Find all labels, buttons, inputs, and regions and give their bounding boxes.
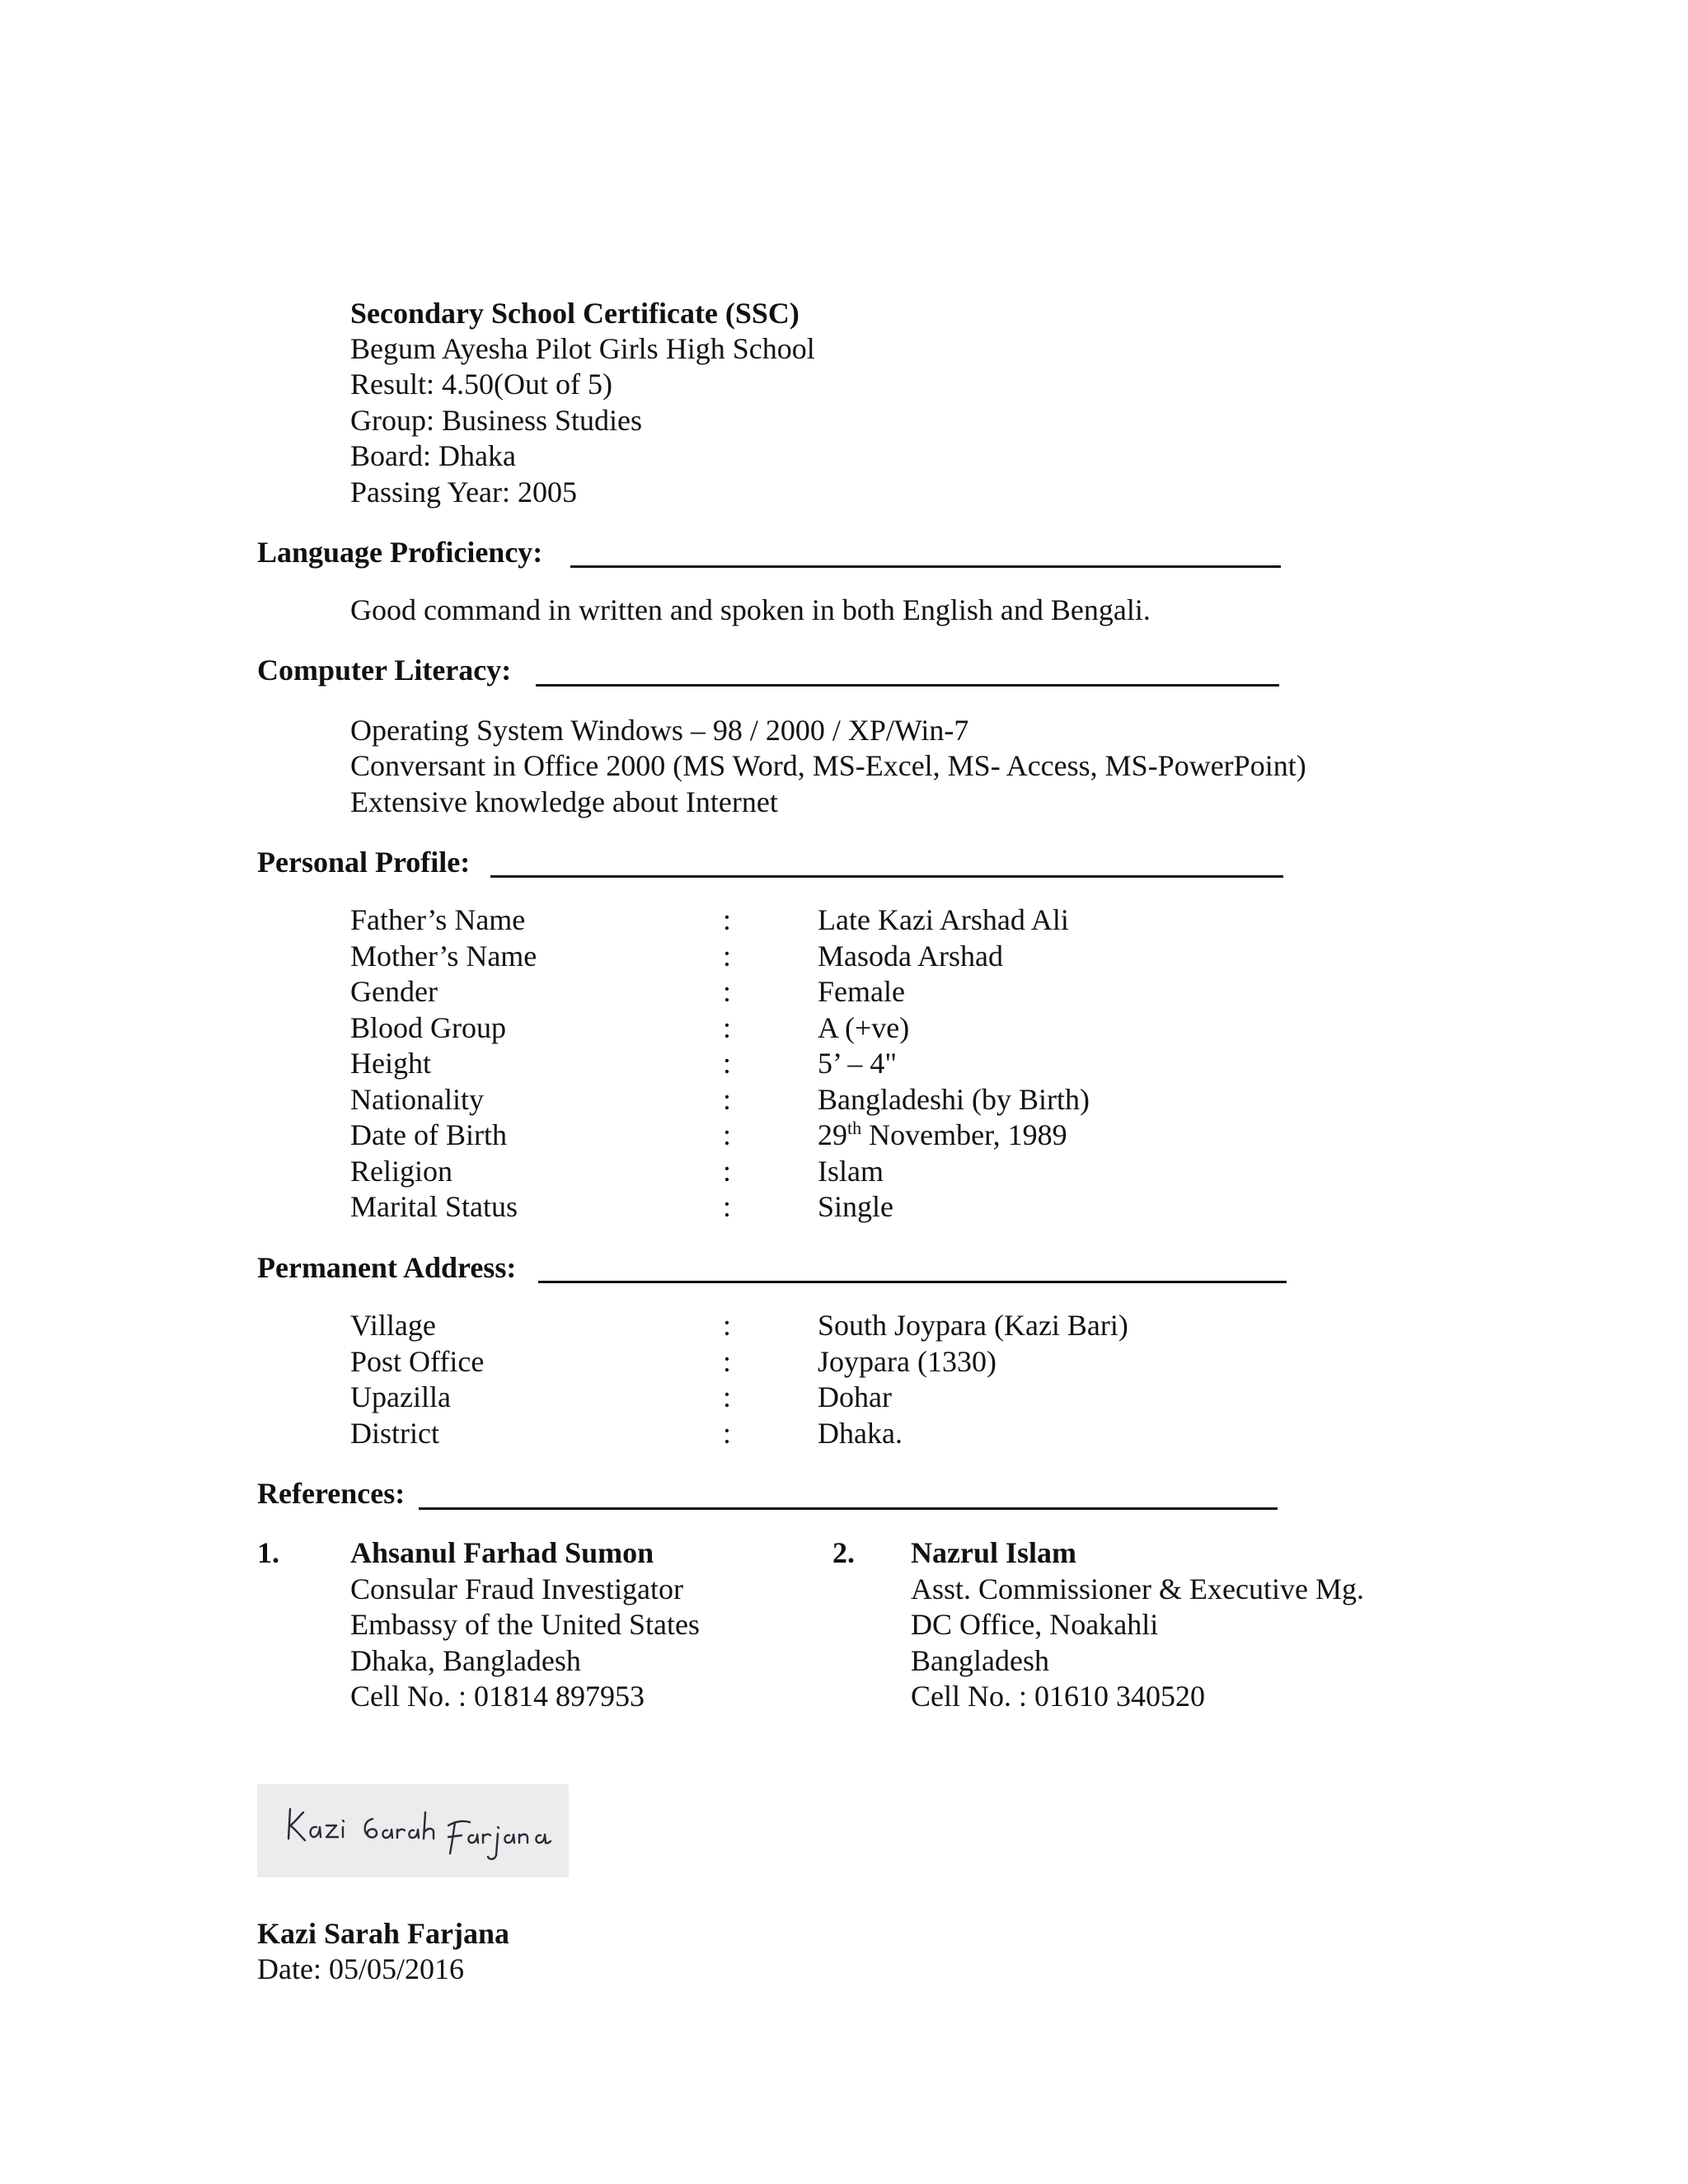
- address-value: Joypara (1330): [818, 1345, 996, 1378]
- ssc-year: Passing Year: 2005: [350, 476, 578, 509]
- profile-label: Father’s Name: [350, 903, 526, 936]
- address-value: South Joypara (Kazi Bari): [818, 1309, 1128, 1342]
- address-label: District: [350, 1417, 439, 1450]
- language-text: Good command in written and spoken in both English and Bengali.: [350, 593, 1151, 626]
- profile-value: Masoda Arshad: [818, 940, 1003, 972]
- computer-line: Operating System Windows – 98 / 2000 / XP/Win-7: [350, 714, 969, 747]
- profile-colon: :: [723, 975, 732, 1008]
- profile-value: Bangladeshi (by Birth): [818, 1083, 1090, 1116]
- address-colon: :: [723, 1417, 732, 1450]
- ssc-result: Result: 4.50(Out of 5): [350, 368, 612, 401]
- profile-label: Nationality: [350, 1083, 484, 1116]
- profile-value: Female: [818, 975, 905, 1008]
- profile-label: Mother’s Name: [350, 940, 537, 972]
- profile-colon: :: [723, 1083, 732, 1116]
- address-colon: :: [723, 1380, 732, 1413]
- reference-line: Asst. Commissioner & Executive Mg.: [911, 1572, 1364, 1605]
- profile-label: Marital Status: [350, 1190, 518, 1223]
- profile-colon: :: [723, 1118, 732, 1151]
- profile-rule: [490, 875, 1283, 878]
- reference-line: Consular Fraud Investigator: [350, 1572, 683, 1605]
- signature-date: Date: 05/05/2016: [257, 1952, 464, 1985]
- ssc-board: Board: Dhaka: [350, 439, 516, 472]
- ssc-group: Group: Business Studies: [350, 404, 643, 437]
- address-colon: :: [723, 1345, 732, 1378]
- address-label: Upazilla: [350, 1380, 451, 1413]
- profile-value-dob: [818, 1117, 1067, 1153]
- profile-label: Height: [350, 1047, 431, 1080]
- address-value: Dohar: [818, 1380, 892, 1413]
- reference-line: Dhaka, Bangladesh: [350, 1644, 581, 1677]
- profile-value: Single: [818, 1190, 894, 1223]
- profile-colon: :: [723, 1190, 732, 1223]
- profile-label: Religion: [350, 1155, 452, 1188]
- profile-label: Blood Group: [350, 1011, 506, 1044]
- profile-colon: :: [723, 1155, 732, 1188]
- reference-number: 1.: [257, 1536, 279, 1569]
- dob-rest: November, 1989: [861, 1118, 1067, 1151]
- reference-line: Cell No. : 01610 340520: [911, 1680, 1205, 1713]
- computer-heading: Computer Literacy:: [257, 654, 512, 687]
- dob-suffix: th: [847, 1118, 862, 1138]
- ssc-title: Secondary School Certificate (SSC): [350, 297, 799, 330]
- reference-name: Ahsanul Farhad Sumon: [350, 1536, 654, 1569]
- reference-number: 2.: [832, 1536, 855, 1569]
- computer-line: Extensive knowledge about Internet: [350, 785, 778, 818]
- reference-line: Bangladesh: [911, 1644, 1049, 1677]
- address-heading: Permanent Address:: [257, 1251, 517, 1284]
- handwritten-signature: [257, 1784, 569, 1877]
- reference-line: Embassy of the United States: [350, 1608, 700, 1641]
- reference-line: DC Office, Noakahli: [911, 1608, 1159, 1641]
- references-rule: [419, 1507, 1278, 1510]
- address-colon: :: [723, 1309, 732, 1342]
- profile-value: Islam: [818, 1155, 884, 1188]
- address-label: Post Office: [350, 1345, 485, 1378]
- profile-heading: Personal Profile:: [257, 846, 471, 879]
- profile-colon: :: [723, 1047, 732, 1080]
- profile-label: Date of Birth: [350, 1118, 507, 1151]
- ssc-school: Begum Ayesha Pilot Girls High School: [350, 332, 815, 365]
- profile-value: Late Kazi Arshad Ali: [818, 903, 1069, 936]
- address-value: Dhaka.: [818, 1417, 903, 1450]
- references-heading: References:: [257, 1477, 406, 1510]
- address-label: Village: [350, 1309, 436, 1342]
- profile-colon: :: [723, 940, 732, 972]
- profile-colon: :: [723, 1011, 732, 1044]
- reference-line: Cell No. : 01814 897953: [350, 1680, 645, 1713]
- reference-name: Nazrul Islam: [911, 1536, 1076, 1569]
- profile-value: A (+ve): [818, 1011, 910, 1044]
- language-rule: [570, 565, 1281, 568]
- profile-label: Gender: [350, 975, 438, 1008]
- signatory-name: Kazi Sarah Farjana: [257, 1917, 509, 1950]
- computer-line: Conversant in Office 2000 (MS Word, MS-Excel, MS- Access, MS-PowerPoint): [350, 749, 1306, 782]
- signature-image: [257, 1784, 569, 1877]
- dob-day: 29: [818, 1118, 847, 1151]
- address-rule: [538, 1281, 1287, 1283]
- profile-colon: :: [723, 903, 732, 936]
- profile-value: 5’ – 4": [818, 1047, 898, 1080]
- computer-rule: [536, 684, 1279, 687]
- language-heading: Language Proficiency:: [257, 536, 543, 569]
